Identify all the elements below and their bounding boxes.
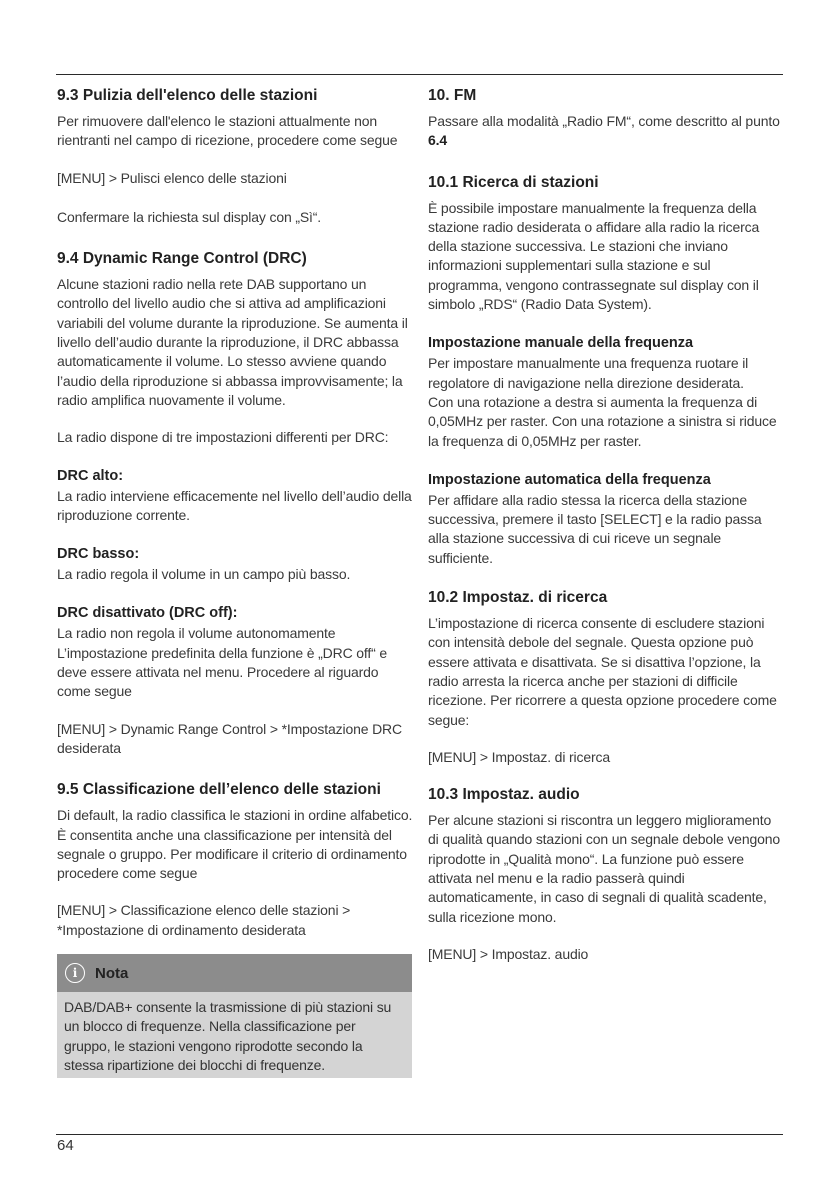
drc-low-text: La radio regola il volume in un campo più basso.	[57, 566, 351, 583]
section-10-2-title: 10.2 Impostaz. di ricerca	[428, 589, 608, 607]
auto-frequency-text: Per affidare alla radio stessa la ricerca della stazione successiva, premere il tasto [SELECT] e la radio passa alla stazione successiva di cui riceve un segnale sufficiente.	[428, 491, 762, 566]
note-title: Nota	[95, 964, 129, 982]
section-9-4-title: 9.4 Dynamic Range Control (DRC)	[57, 250, 307, 268]
section-9-3-menu-path: [MENU] > Pulisci elenco delle stazioni	[57, 169, 287, 186]
note-text: DAB/DAB+ consente la trasmissione di più stazioni su un blocco di frequenze. Nella classificazione per gruppo, le stazioni vengono riprodotte secondo la stessa ripartizione dei blocchi di frequenze.	[64, 999, 392, 1073]
section-9-5-title: 9.5 Classificazione dell’elenco delle stazioni	[57, 781, 381, 799]
section-10-2-intro: L’impostazione di ricerca consente di escludere stazioni con intensità debole del segnale. Questa opzione può essere attivata e disattivata. Se si disattiva l’opzione, la radio arresta la ricerca anche per stazioni di difficile ricezione. Per ricorrere a questa opzione procedere come segue:	[428, 615, 777, 728]
note-header	[57, 954, 412, 992]
manual-frequency-title: Impostazione manuale della frequenza	[428, 335, 694, 352]
right-column	[428, 86, 785, 982]
section-10-3-title: 10.3 Impostaz. audio	[428, 786, 580, 804]
section-9-4-intro: Alcune stazioni radio nella rete DAB supportano un controllo del livello audio che si attiva ad amplificazioni variabili del volume durante la riproduzione. Se aumenta il livello dell’audio durante la riproduzione, il DRC abbassa automaticamente il volume. Lo stesso avviene quando l’audio della riproduzione si abbassa improvvisamente; la radio amplifica nuovamente il volume.	[57, 276, 408, 408]
bottom-rule	[56, 1134, 783, 1135]
section-9-3-title: 9.3 Pulizia dell'elenco delle stazioni	[57, 87, 318, 104]
manual-frequency-text-2: Con una rotazione a destra si aumenta la frequenza di 0,05MHz per raster. Con una rotazione a sinistra si riduce la frequenza di 0,05MHz per raster.	[428, 393, 777, 449]
section-10-intro-text: Passare alla modalità „Radio FM“, come descritto al punto	[428, 113, 780, 129]
manual-frequency-text-1: Per impostare manualmente una frequenza ruotare il regolatore di navigazione nella direzione desiderata.	[428, 355, 749, 391]
section-reference: 6.4	[428, 132, 448, 149]
info-icon: i	[65, 963, 85, 983]
section-9-3-intro: Per rimuovere dall'elenco le stazioni attualmente non rientranti nel campo di ricezione, procedere come segue	[57, 113, 398, 149]
drc-high-title: DRC alto:	[57, 467, 124, 484]
top-rule	[56, 74, 783, 75]
note-body	[57, 992, 412, 1078]
note-box	[57, 954, 412, 1078]
section-10-1-title: 10.1 Ricerca di stazioni	[428, 173, 599, 191]
left-column	[57, 86, 414, 1078]
drc-low-title: DRC basso:	[57, 546, 140, 563]
drc-high-text: La radio interviene efficacemente nel livello dell’audio della riproduzione corrente.	[57, 487, 412, 523]
section-10-2-menu-path: [MENU] > Impostaz. di ricerca	[428, 748, 610, 765]
section-10-intro	[428, 112, 785, 151]
drc-off-title: DRC disattivato (DRC off):	[57, 605, 238, 622]
section-10-title: 10. FM	[428, 87, 477, 104]
section-9-4-settings: La radio dispone di tre impostazioni differenti per DRC:	[57, 429, 389, 446]
section-9-5-intro: Di default, la radio classifica le stazioni in ordine alfabetico. È consentita anche una classificazione per intensità del segnale o gruppo. Per modificare il criterio di ordinamento procedere come segue	[57, 807, 413, 882]
auto-frequency-title: Impostazione automatica della frequenza	[428, 471, 711, 488]
section-10-3-menu-path: [MENU] > Impostaz. audio	[428, 945, 589, 962]
section-10-1-intro: È possibile impostare manualmente la frequenza della stazione radio desiderata o affidare alla radio la ricerca della stazione successiva. Le stazioni che inviano informazioni supplementari sulla stazione e sul programma, vengono contrassegnate sul display con il simbolo „RDS“ (Radio Data System).	[428, 199, 760, 313]
page-number: 64	[57, 1137, 74, 1154]
section-10-3-intro: Per alcune stazioni si riscontra un leggero miglioramento di qualità quando stazioni con un segnale debole vengono riprodotte in „Qualità mono“. La funzione può essere attivata nel menu e la radio passerà quindi automaticamente, in caso di segnali di qualità scadente, sulla ricezione mono.	[428, 812, 780, 925]
section-9-3-confirm: Confermare la richiesta sul display con „Sì“.	[57, 208, 322, 225]
drc-menu-path: [MENU] > Dynamic Range Control > *Impostazione DRC desiderata	[57, 720, 402, 756]
section-9-5-menu-path: [MENU] > Classificazione elenco delle stazioni > *Impostazione di ordinamento desiderata	[57, 902, 351, 938]
drc-off-text: La radio non regola il volume autonomamente L’impostazione predefinita della funzione è „DRC off“ e deve essere attivata nel menu. Procedere al riguardo come segue	[57, 625, 388, 700]
